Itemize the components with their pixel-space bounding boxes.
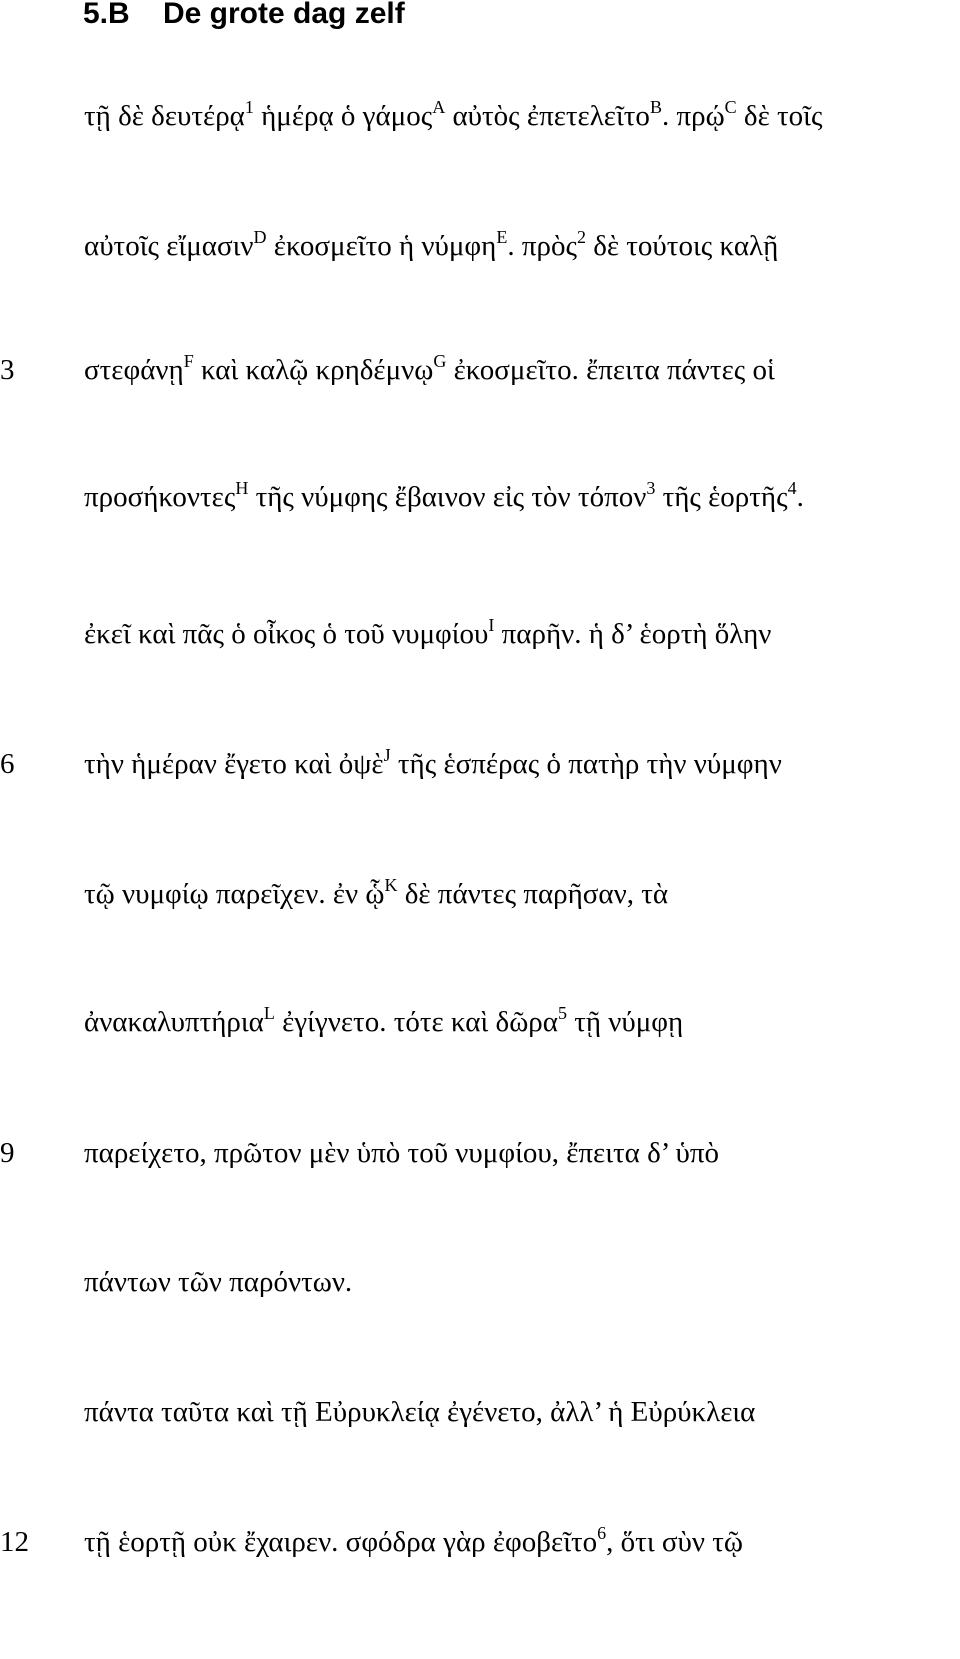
text-line xyxy=(0,1262,960,1302)
line-number: 3 xyxy=(0,354,15,386)
line-text xyxy=(84,96,822,136)
footnote-marker: 5 xyxy=(557,1003,567,1023)
footnote-marker: J xyxy=(383,745,391,765)
text-segment: παρείχετο, πρῶτον μὲν ὑπὸ τοῦ νυμφίου, ἔπειτα δ’ ὑπὸ xyxy=(84,1137,720,1169)
line-text xyxy=(84,744,782,784)
footnote-marker: A xyxy=(432,97,446,117)
text-line xyxy=(0,1002,960,1042)
line-text xyxy=(84,1133,719,1173)
footnote-marker: G xyxy=(433,351,447,371)
text-segment: τῷ νυμφίῳ παρεῖχεν. ἐν ᾧ xyxy=(84,878,385,910)
footnote-marker: E xyxy=(496,227,508,247)
text-line xyxy=(0,744,960,784)
footnote-marker: L xyxy=(263,1003,275,1023)
footnote-marker: 4 xyxy=(787,478,797,498)
text-segment: αὐτοῖς εἴμασιν xyxy=(84,230,254,262)
text-line xyxy=(0,350,960,390)
text-segment: ἐκοσμεῖτο ἡ νύμφη xyxy=(266,230,497,262)
footnote-marker: C xyxy=(724,97,737,117)
text-segment: τῆς ἑορτῆς xyxy=(655,481,788,513)
section-number: 5.B xyxy=(83,0,130,30)
footnote-marker: H xyxy=(235,478,249,498)
text-line xyxy=(0,874,960,914)
section-title: De grote dag zelf xyxy=(163,0,405,30)
footnote-marker: F xyxy=(183,351,194,371)
footnote-marker: 2 xyxy=(576,227,586,247)
text-segment: . xyxy=(796,481,804,513)
text-segment: ἐκοσμεῖτο. ἔπειτα πάντες οἱ xyxy=(446,354,775,386)
line-number: 9 xyxy=(0,1137,15,1169)
footnote-marker: K xyxy=(384,875,398,895)
text-segment: δὲ πάντες παρῆσαν, τὰ xyxy=(397,878,669,910)
text-segment: παρῆν. ἡ δ’ ἑορτὴ ὅλην xyxy=(494,618,772,650)
line-text xyxy=(84,1262,352,1302)
section-heading xyxy=(83,0,405,32)
line-text xyxy=(84,350,775,390)
text-segment: . πρῴ xyxy=(661,100,725,132)
footnote-marker: B xyxy=(649,97,662,117)
footnote-marker: 6 xyxy=(597,1523,607,1543)
text-line xyxy=(0,477,960,517)
text-segment: δὲ τούτοις καλῇ xyxy=(585,230,779,262)
text-segment: στεφάνῃ xyxy=(84,354,184,386)
text-line xyxy=(0,1133,960,1173)
text-line xyxy=(0,96,960,136)
text-segment: δὲ τοῖς xyxy=(736,100,823,132)
text-line xyxy=(0,1522,960,1562)
text-segment: ἐγίγνετο. τότε καὶ δῶρα xyxy=(274,1006,558,1038)
text-segment: καὶ καλῷ κρηδέμνῳ xyxy=(193,354,434,386)
line-text xyxy=(84,477,804,517)
text-line xyxy=(0,1392,960,1432)
line-number: 6 xyxy=(0,748,15,780)
text-segment: πάντων τῶν παρόντων. xyxy=(84,1266,353,1298)
text-segment: αὐτὸς ἐπετελεῖτο xyxy=(445,100,650,132)
line-text xyxy=(84,1002,683,1042)
footnote-marker: I xyxy=(488,615,495,635)
line-text xyxy=(84,226,778,266)
text-segment: ἐκεῖ καὶ πᾶς ὁ οἶκος ὁ τοῦ νυμφίου xyxy=(84,618,489,650)
text-segment: τὴν ἡμέραν ἔγετο καὶ ὀψὲ xyxy=(84,748,384,780)
text-segment: τῆς νύμφης ἔβαινον εἰς τὸν τόπον xyxy=(248,481,647,513)
text-segment: ἀνακαλυπτήρια xyxy=(84,1006,264,1038)
line-text xyxy=(84,874,668,914)
line-text xyxy=(84,1392,755,1432)
footnote-marker: D xyxy=(253,227,267,247)
footnote-marker: 1 xyxy=(244,97,254,117)
text-segment: πάντα ταῦτα καὶ τῇ Εὐρυκλείᾳ ἐγένετο, ἀλλ’ ἡ Εὐρύκλεια xyxy=(84,1396,756,1428)
line-number: 12 xyxy=(0,1526,29,1558)
line-text xyxy=(84,1522,743,1562)
text-segment: τῆς ἑσπέρας ὁ πατὴρ τὴν νύμφην xyxy=(390,748,782,780)
text-segment: τῇ νύμφῃ xyxy=(566,1006,684,1038)
text-line xyxy=(0,614,960,654)
line-text xyxy=(84,614,771,654)
text-segment: , ὅτι σὺν τῷ xyxy=(606,1526,743,1558)
footnote-marker: 3 xyxy=(646,478,656,498)
text-line xyxy=(0,226,960,266)
text-segment: τῇ δὲ δευτέρᾳ xyxy=(84,100,245,132)
text-segment: τῇ ἑορτῇ οὐκ ἔχαιρεν. σφόδρα γὰρ ἐφοβεῖτο xyxy=(84,1526,598,1558)
text-segment: . πρὸς xyxy=(507,230,577,262)
text-segment: προσήκοντες xyxy=(84,481,236,513)
text-segment: ἡμέρᾳ ὁ γάμος xyxy=(253,100,433,132)
